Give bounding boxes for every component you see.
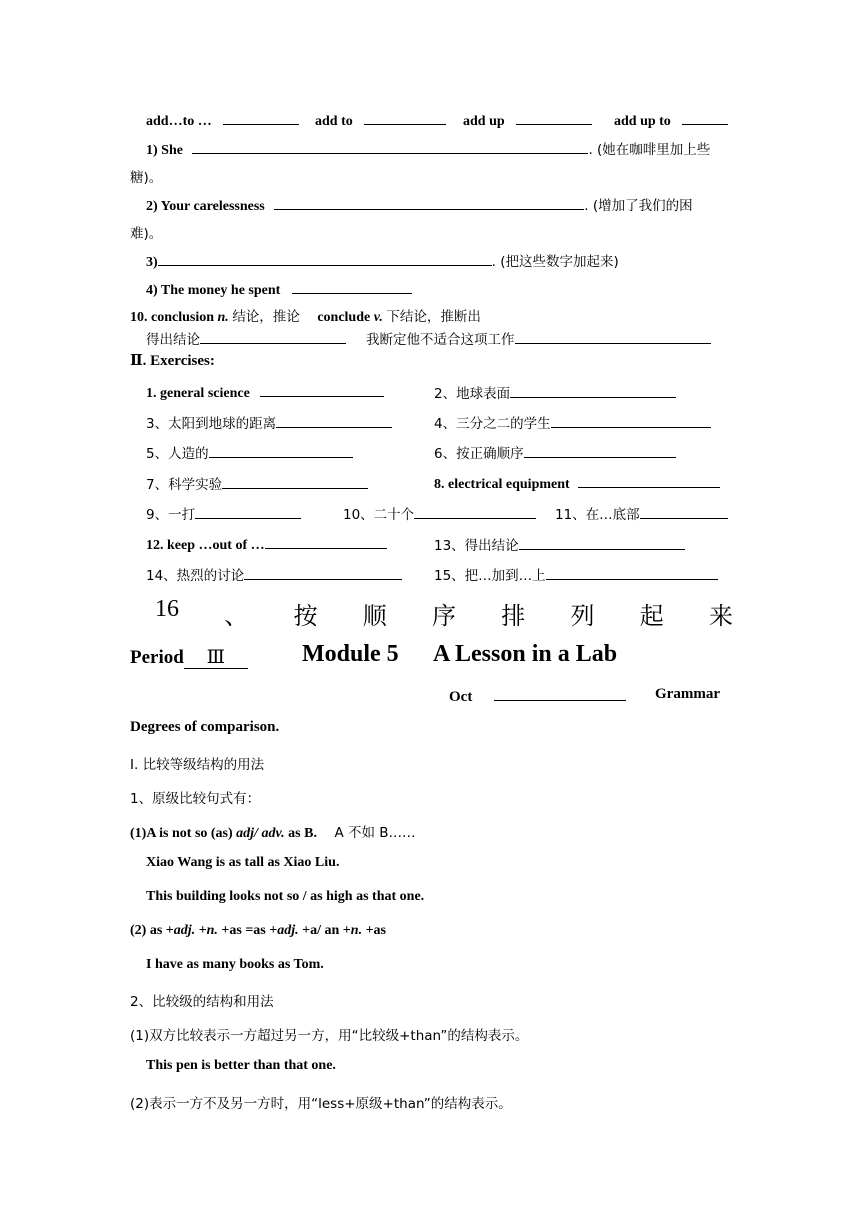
period-label <box>130 646 248 669</box>
date-month: Oct <box>449 689 473 705</box>
question-2-hint: . (增加了我们的困 <box>584 198 693 214</box>
exercise-9 <box>146 503 301 524</box>
question-1-hint: . (她在咖啡里加上些 <box>588 142 711 158</box>
blank[interactable] <box>209 443 353 458</box>
exercise-11 <box>555 503 728 524</box>
part-of-speech: n. <box>217 310 229 325</box>
add-to-row <box>146 110 299 130</box>
section-title: Ⅱ. Exercises: <box>130 353 215 369</box>
vocab-meaning: 结论，推论 <box>232 309 300 325</box>
blank[interactable] <box>223 110 299 125</box>
pattern-text: +as <box>365 923 387 938</box>
exercise-2 <box>434 382 676 403</box>
blank[interactable] <box>515 329 711 344</box>
period-number: Ⅲ <box>184 646 248 669</box>
exercise-prompt: 3、太阳到地球的距离 <box>146 416 277 432</box>
add-up-to-phrase <box>614 110 728 130</box>
blank[interactable] <box>640 504 728 519</box>
pattern-4: (2)表示一方不及另一方时，用“less+原级+than”的结构表示。 <box>130 1096 512 1112</box>
blank[interactable] <box>510 383 676 398</box>
example-2: This building looks not so / as high as that one. <box>146 889 425 904</box>
answer-blank-4[interactable] <box>292 279 412 294</box>
sub-prompt-2: 我断定他不适合这项工作 <box>366 332 515 348</box>
pattern-italic: n. <box>350 923 363 938</box>
exercise-1 <box>146 382 384 402</box>
period-text: Period <box>130 647 184 668</box>
pattern-text: (2) as + <box>130 923 174 938</box>
blank[interactable] <box>682 110 728 125</box>
exercise-16-char: 起 <box>639 602 664 630</box>
exercise-3 <box>146 412 392 433</box>
blank[interactable] <box>222 474 368 489</box>
exercise-6 <box>434 442 676 463</box>
blank[interactable] <box>260 382 384 397</box>
exercise-4 <box>434 412 711 433</box>
grammar-subsection-1: 1、原级比较句式有： <box>130 791 261 807</box>
blank[interactable] <box>414 504 536 519</box>
grammar-title: Degrees of comparison. <box>130 719 280 735</box>
blank[interactable] <box>200 329 346 344</box>
exercise-prompt: 7、科学实验 <box>146 477 223 493</box>
example-4: This pen is better than that one. <box>146 1058 336 1073</box>
pattern-italic: adj. <box>277 923 299 938</box>
exercise-16-char: 按 <box>293 602 318 630</box>
vocab-meaning-2: 下结论，推断出 <box>386 309 481 325</box>
pattern-text: +a/ an + <box>302 923 351 938</box>
exercise-16-char: 、 <box>224 602 249 630</box>
exercise-10 <box>343 503 536 524</box>
blank[interactable] <box>519 535 685 550</box>
exercise-16-char: 列 <box>570 602 595 630</box>
exercise-prompt: 14、热烈的讨论 <box>146 568 245 584</box>
date-blank[interactable] <box>494 686 626 701</box>
phrase-add-to-something: add…to … <box>146 114 212 129</box>
exercise-prompt: 13、得出结论 <box>434 538 519 554</box>
exercise-prompt: 11、在…底部 <box>555 507 640 523</box>
phrase-add-to: add to <box>315 114 353 129</box>
exercise-8 <box>434 473 720 493</box>
vocab-sub-2 <box>366 328 711 349</box>
pattern-meaning: A 不如 B…… <box>334 825 416 841</box>
exercise-prompt: 10、二十个 <box>343 507 415 523</box>
phrase-add-up: add up <box>463 114 505 129</box>
exercise-15 <box>434 564 718 585</box>
exercise-prompt: 12. keep …out of … <box>146 538 265 553</box>
example-3: I have as many books as Tom. <box>146 957 324 972</box>
question-2 <box>146 194 693 215</box>
vocab-item-10 <box>130 305 481 326</box>
blank[interactable] <box>551 413 711 428</box>
vocab-word-2: conclude <box>317 310 371 325</box>
answer-blank-2[interactable] <box>274 195 584 210</box>
pattern-text: (1)A is not so (as) <box>130 826 233 841</box>
blank[interactable] <box>265 534 387 549</box>
exercise-13 <box>434 534 685 555</box>
question-3-prefix: 3) <box>146 255 158 270</box>
example-1: Xiao Wang is as tall as Xiao Liu. <box>146 855 340 870</box>
sub-prompt-1: 得出结论 <box>146 332 200 348</box>
question-1-prefix: 1) She <box>146 143 183 158</box>
add-up-phrase <box>463 110 592 130</box>
lesson-title: A Lesson in a Lab <box>433 641 618 667</box>
vocab-word: 10. conclusion <box>130 310 215 325</box>
pattern-italic: adj/ adv. <box>236 826 285 841</box>
exercise-16-char: 16 <box>155 596 179 622</box>
question-1 <box>146 138 710 159</box>
pattern-1 <box>130 821 416 842</box>
pattern-2 <box>130 923 386 939</box>
question-4 <box>146 279 412 299</box>
grammar-section-1: Ⅰ. 比较等级结构的用法 <box>130 757 265 773</box>
exercise-prompt: 1. general science <box>146 386 250 401</box>
blank[interactable] <box>578 473 720 488</box>
pattern-italic: adj. +n. <box>173 923 218 938</box>
question-2-prefix: 2) Your carelessness <box>146 199 265 214</box>
blank[interactable] <box>546 565 718 580</box>
module-title: Module 5 <box>302 641 399 667</box>
question-1-hint-cont: 糖)。 <box>130 170 163 186</box>
phrase-add-up-to: add up to <box>614 114 671 129</box>
question-4-prefix: 4) The money he spent <box>146 283 281 298</box>
exercise-prompt: 4、三分之二的学生 <box>434 416 551 432</box>
blank[interactable] <box>276 413 392 428</box>
exercise-prompt: 8. electrical equipment <box>434 477 570 492</box>
blank[interactable] <box>516 110 592 125</box>
pattern-text: +as =as + <box>221 923 278 938</box>
exercise-16-char: 来 <box>709 602 733 630</box>
exercise-prompt: 5、人造的 <box>146 446 209 462</box>
exercise-16 <box>155 596 733 631</box>
pattern-3: (1)双方比较表示一方超过另一方，用“比较级+than”的结构表示。 <box>130 1028 529 1044</box>
exercise-12 <box>146 534 387 554</box>
exercise-16-char: 排 <box>501 602 526 630</box>
blank[interactable] <box>524 443 676 458</box>
exercise-prompt: 2、地球表面 <box>434 386 511 402</box>
question-2-hint-cont: 难)。 <box>130 226 163 242</box>
exercise-5 <box>146 442 353 463</box>
answer-blank-1[interactable] <box>192 139 588 154</box>
blank[interactable] <box>195 504 301 519</box>
answer-blank-3[interactable] <box>158 251 492 266</box>
add-to-phrase <box>315 110 446 130</box>
grammar-subsection-2: 2、比较级的结构和用法 <box>130 994 274 1010</box>
exercise-16-char: 顺 <box>362 602 387 630</box>
vocab-sub-1 <box>146 328 346 349</box>
blank[interactable] <box>364 110 446 125</box>
exercise-prompt: 6、按正确顺序 <box>434 446 524 462</box>
question-3 <box>146 250 619 271</box>
exercise-14 <box>146 564 402 585</box>
exercise-prompt: 9、一打 <box>146 507 196 523</box>
blank[interactable] <box>244 565 402 580</box>
exercise-16-char: 序 <box>432 602 456 630</box>
date-line <box>449 686 626 706</box>
part-of-speech-2: v. <box>373 310 383 325</box>
question-3-hint: . (把这些数字加起来) <box>491 254 619 270</box>
exercise-prompt: 15、把…加到…上 <box>434 568 546 584</box>
topic-label: Grammar <box>655 686 720 702</box>
exercise-7 <box>146 473 368 494</box>
pattern-text: as B. <box>288 826 317 841</box>
